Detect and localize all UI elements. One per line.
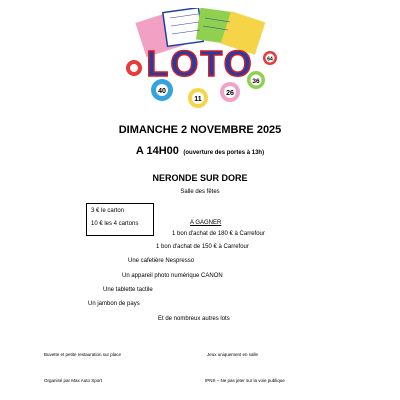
price-single: 3 € le carton bbox=[91, 208, 125, 214]
doors-open-note: (ouverture des portes à 13h) bbox=[183, 150, 265, 156]
venue-hall: Salle des fêtes bbox=[180, 189, 220, 195]
start-time: A 14H00 bbox=[135, 145, 179, 157]
price-four: 10 € les 4 cartons bbox=[91, 221, 139, 227]
loto-word: LOTO bbox=[146, 43, 254, 84]
svg-text:64: 64 bbox=[267, 56, 273, 63]
svg-text:11: 11 bbox=[194, 96, 202, 103]
prizes-title: A GAGNER bbox=[190, 220, 222, 226]
footer-refreshments: Buvette et petite restauration sur place bbox=[44, 352, 122, 357]
prize-item: 1 bon d'achat de 150 € à Carrefour bbox=[156, 244, 249, 250]
event-time bbox=[0, 141, 400, 159]
loto-logo bbox=[120, 8, 280, 108]
svg-text:40: 40 bbox=[158, 88, 166, 95]
prize-item: Un appareil photo numérique CANON bbox=[122, 273, 223, 279]
prize-item: 1 bon d'achat de 180 € à Carrefour bbox=[172, 231, 265, 237]
prize-item: Une cafetière Nespresso bbox=[128, 258, 195, 264]
footer-ipns: IPNS – Ne pas jeter sur la voie publique bbox=[205, 378, 285, 383]
prize-item: Un jambon de pays bbox=[88, 301, 140, 307]
svg-text:36: 36 bbox=[252, 78, 260, 85]
footer-games-note: Jeux uniquement en salle bbox=[207, 352, 259, 357]
svg-text:26: 26 bbox=[226, 90, 234, 97]
price-box bbox=[86, 203, 154, 236]
prize-item: Et de nombreux autres lots bbox=[158, 316, 230, 322]
footer-organizer: Organisé par Max Auto Sport bbox=[44, 378, 103, 383]
prize-item: Une tablette tactile bbox=[103, 287, 153, 293]
venue-town: NERONDE SUR DORE bbox=[152, 173, 248, 183]
event-date: DIMANCHE 2 NOVEMBRE 2025 bbox=[118, 124, 282, 136]
